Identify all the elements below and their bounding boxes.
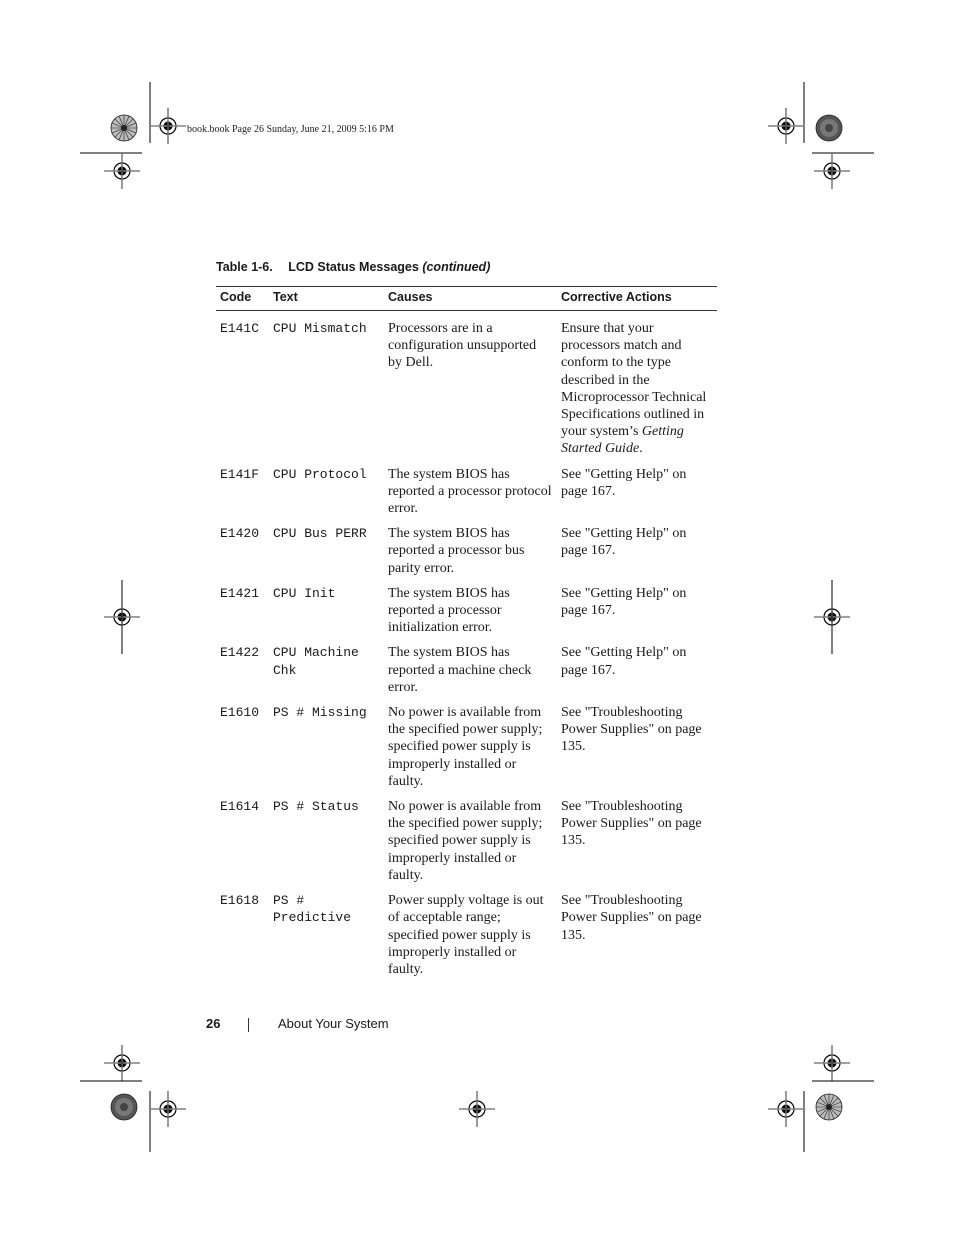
cell-code: E141F bbox=[220, 466, 260, 482]
cell-code: E1618 bbox=[220, 893, 260, 909]
cell-action: See "Troubleshooting Power Supplies" on page 135. bbox=[561, 893, 702, 943]
cell-code: E1420 bbox=[220, 526, 260, 542]
cell-causes: Processors are in a configuration unsupported by Dell. bbox=[388, 321, 537, 371]
table-row bbox=[216, 798, 717, 892]
cell-action: See "Troubleshooting Power Supplies" on page 135. bbox=[561, 705, 702, 755]
cell-causes: No power is available from the specified power supply; specified power supply is improperly installed or faulty. bbox=[388, 799, 543, 883]
crop-mark-top-left bbox=[80, 82, 150, 153]
cell-text: PS # Missing bbox=[273, 705, 367, 721]
cell-code: E1421 bbox=[220, 585, 260, 601]
table-row bbox=[216, 311, 717, 466]
column-header-corrective-actions: Corrective Actions bbox=[557, 287, 717, 311]
column-header-causes: Causes bbox=[384, 287, 557, 311]
cell-action: See "Troubleshooting Power Supplies" on page 135. bbox=[561, 799, 702, 849]
column-header-code: Code bbox=[216, 287, 269, 311]
table-row bbox=[216, 585, 717, 645]
cell-text: CPU Init bbox=[273, 585, 336, 601]
page-number: 26 bbox=[206, 1016, 221, 1031]
action-guide-title: Getting Started Guide bbox=[561, 424, 684, 457]
starburst-target-icon bbox=[111, 115, 137, 141]
table-title bbox=[216, 260, 490, 274]
registration-mark-icon bbox=[150, 108, 186, 144]
cell-causes: The system BIOS has reported a processor initialization error. bbox=[388, 585, 510, 636]
starburst-target-icon bbox=[816, 1094, 842, 1120]
registration-mark-icon bbox=[104, 1045, 140, 1081]
registration-mark-icon bbox=[104, 153, 140, 189]
color-target-icon bbox=[111, 1094, 137, 1120]
registration-mark-icon bbox=[150, 1091, 186, 1127]
cell-causes: Power supply voltage is out of acceptable range; specified power supply is improperly installed or faulty. bbox=[388, 893, 544, 977]
crop-mark-top-right bbox=[804, 82, 874, 153]
registration-mark-icon bbox=[814, 153, 850, 189]
cell-causes: The system BIOS has reported a processor protocol error. bbox=[388, 466, 552, 517]
registration-mark-icon bbox=[814, 1045, 850, 1081]
cell-causes: The system BIOS has reported a processor bus parity error. bbox=[388, 526, 525, 576]
cell-action: See "Getting Help" on page 167. bbox=[561, 585, 687, 619]
cell-code: E1422 bbox=[220, 645, 260, 661]
column-header-text: Text bbox=[269, 287, 384, 311]
cell-code: E1610 bbox=[220, 705, 260, 721]
cell-action: See "Getting Help" on page 167. bbox=[561, 466, 687, 499]
action-text: Ensure that your processors match and conform to the type described in the Microprocessor Technical Specifications outlined in your system’s bbox=[561, 321, 707, 440]
action-text-end: . bbox=[639, 441, 643, 457]
cell-text: PS # Predictive bbox=[273, 893, 352, 926]
footer-divider bbox=[248, 1018, 249, 1032]
registration-mark-icon bbox=[768, 1091, 804, 1127]
footer-section-title: About Your System bbox=[278, 1016, 389, 1031]
table-continued-label: (continued) bbox=[422, 260, 491, 274]
registration-mark-icon bbox=[459, 1091, 495, 1127]
cell-causes: The system BIOS has reported a machine check error. bbox=[388, 645, 532, 695]
cell-code: E141C bbox=[220, 321, 260, 336]
cell-text: CPU Protocol bbox=[273, 466, 367, 482]
table-row bbox=[216, 704, 717, 798]
table-row bbox=[216, 892, 717, 986]
cell-text: CPU Machine Chk bbox=[273, 645, 359, 678]
table-row bbox=[216, 466, 717, 526]
cell-text: PS # Status bbox=[273, 799, 359, 815]
table-row bbox=[216, 525, 717, 585]
cell-action bbox=[557, 311, 717, 466]
table-row bbox=[216, 644, 717, 704]
cell-code: E1614 bbox=[220, 799, 260, 815]
cell-action: See "Getting Help" on page 167. bbox=[561, 645, 687, 678]
cell-text: CPU Bus PERR bbox=[273, 526, 367, 542]
table-name: LCD Status Messages bbox=[288, 260, 419, 274]
registration-mark-icon bbox=[768, 108, 804, 144]
cell-text: CPU Mismatch bbox=[273, 321, 367, 336]
table-header-row bbox=[216, 287, 717, 311]
crop-mark-bottom-right bbox=[804, 1081, 874, 1152]
lcd-status-messages-table bbox=[216, 286, 717, 986]
cell-action: See "Getting Help" on page 167. bbox=[561, 526, 687, 559]
table-number: Table 1-6. bbox=[216, 260, 273, 274]
cell-causes: No power is available from the specified power supply; specified power supply is improperly installed or faulty. bbox=[388, 705, 543, 789]
color-target-icon bbox=[816, 115, 842, 141]
print-slug: book.book Page 26 Sunday, June 21, 2009 5:16 PM bbox=[187, 124, 394, 135]
